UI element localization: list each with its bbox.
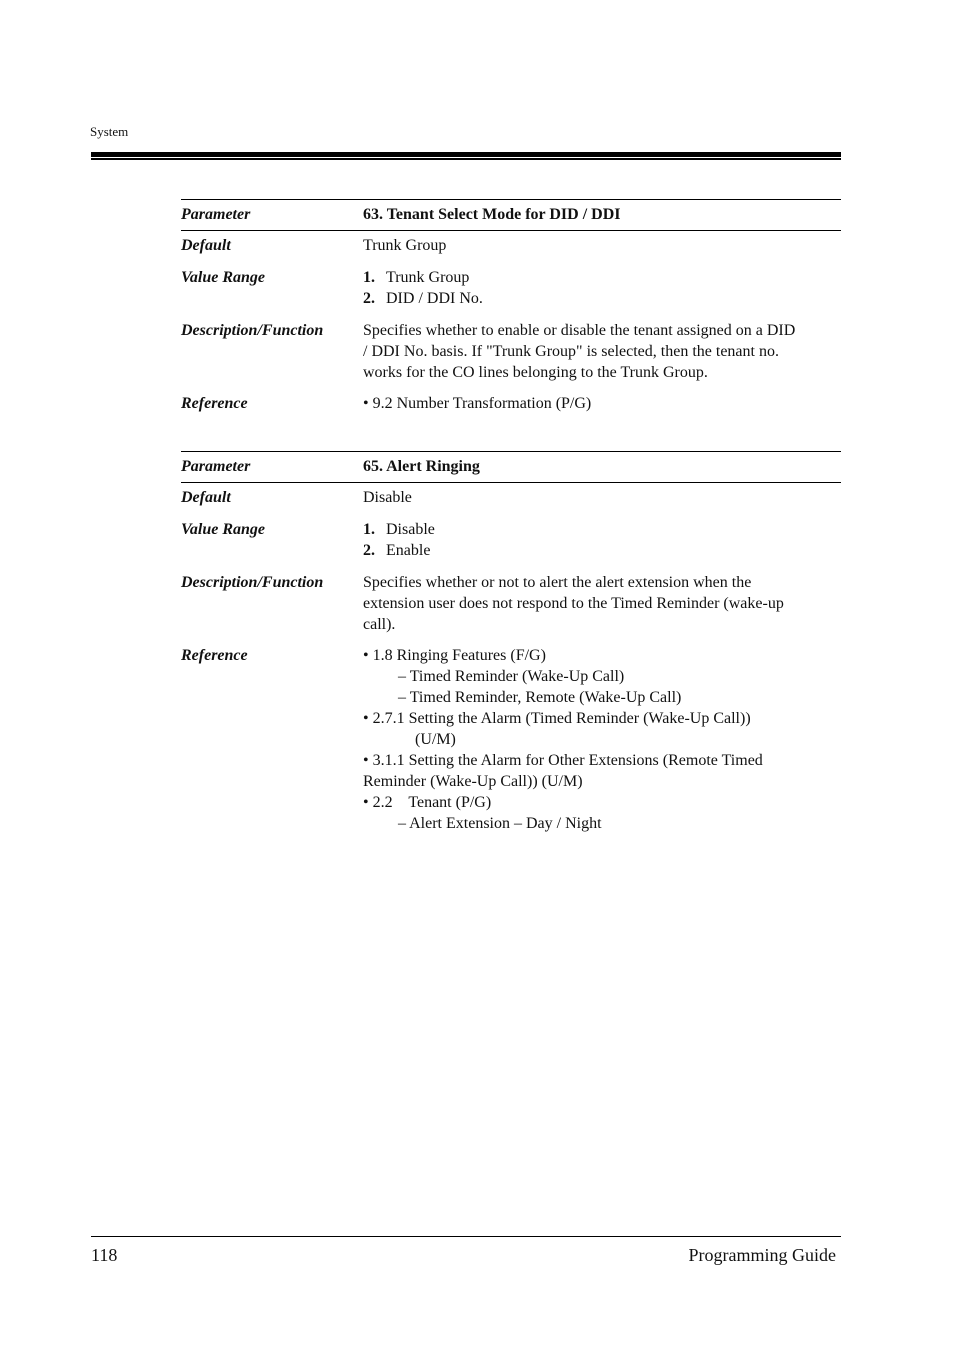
default-value: Disable [363, 489, 412, 506]
reference-subline: – Timed Reminder (Wake-Up Call) [398, 668, 625, 685]
description-text [363, 320, 841, 383]
parameter-row [181, 452, 841, 482]
default-row [181, 483, 841, 508]
value-range-list [363, 519, 841, 561]
range-item [363, 267, 841, 288]
reference-row [181, 635, 841, 834]
value-range-row [181, 256, 841, 309]
default-label: Default [181, 489, 231, 506]
value-range-row [181, 508, 841, 561]
default-row [181, 231, 841, 256]
default-value: Trunk Group [363, 237, 447, 254]
description-line: Specifies whether or not to alert the alert extension when the [363, 574, 752, 591]
range-item-text: Disable [386, 521, 435, 538]
description-text [363, 572, 841, 635]
header-rule-thin [91, 158, 841, 160]
parameter-row [181, 200, 841, 230]
range-item-number: 1. [363, 521, 375, 538]
value-range-label: Value Range [181, 521, 266, 538]
parameter-table-63 [181, 199, 841, 414]
reference-row [181, 383, 841, 414]
reference-line: • 1.8 Ringing Features (F/G) [363, 647, 546, 664]
reference-line: • 3.1.1 Setting the Alarm for Other Extensions (Remote Timed [363, 752, 763, 769]
header-rule [91, 152, 841, 157]
footer-rule [91, 1236, 841, 1237]
default-label: Default [181, 237, 231, 254]
range-item-number: 1. [363, 269, 375, 286]
value-range-label: Value Range [181, 269, 266, 286]
range-item [363, 288, 841, 309]
description-line: Specifies whether to enable or disable the tenant assigned on a DID [363, 322, 796, 339]
reference-line: Reminder (Wake-Up Call)) (U/M) [363, 773, 583, 790]
reference-subline: (U/M) [415, 731, 456, 748]
range-item [363, 519, 841, 540]
description-line: works for the CO lines belonging to the Trunk Group. [363, 364, 708, 381]
reference-subline: – Timed Reminder, Remote (Wake-Up Call) [398, 689, 682, 706]
page-number: 118 [91, 1245, 118, 1265]
range-item-number: 2. [363, 290, 375, 307]
parameter-title: 63. Tenant Select Mode for DID / DDI [363, 206, 621, 223]
description-row [181, 561, 841, 635]
reference-label: Reference [181, 395, 248, 412]
parameter-title: 65. Alert Ringing [363, 458, 480, 475]
guide-title: Programming Guide [688, 1245, 836, 1265]
description-line: / DDI No. basis. If "Trunk Group" is selected, then the tenant no. [363, 343, 779, 360]
range-item-text: Trunk Group [386, 269, 470, 286]
reference-line: • 2.2 Tenant (P/G) [363, 794, 492, 811]
parameter-table-65 [181, 451, 841, 834]
reference-list [363, 645, 841, 834]
description-row [181, 309, 841, 383]
range-item [363, 540, 841, 561]
description-line: extension user does not respond to the Timed Reminder (wake-up [363, 595, 784, 612]
reference-subline: – Alert Extension – Day / Night [398, 815, 602, 832]
value-range-list [363, 267, 841, 309]
description-label: Description/Function [181, 322, 324, 339]
parameter-label: Parameter [181, 458, 251, 475]
reference-line: • 2.7.1 Setting the Alarm (Timed Reminder (Wake-Up Call)) [363, 710, 751, 727]
reference-label: Reference [181, 647, 248, 664]
description-label: Description/Function [181, 574, 324, 591]
reference-list [363, 393, 841, 414]
parameter-label: Parameter [181, 206, 251, 223]
range-item-number: 2. [363, 542, 375, 559]
range-item-text: DID / DDI No. [386, 290, 483, 307]
range-item-text: Enable [386, 542, 431, 559]
description-line: call). [363, 616, 396, 633]
reference-line: • 9.2 Number Transformation (P/G) [363, 395, 592, 412]
running-header: System [90, 124, 129, 139]
